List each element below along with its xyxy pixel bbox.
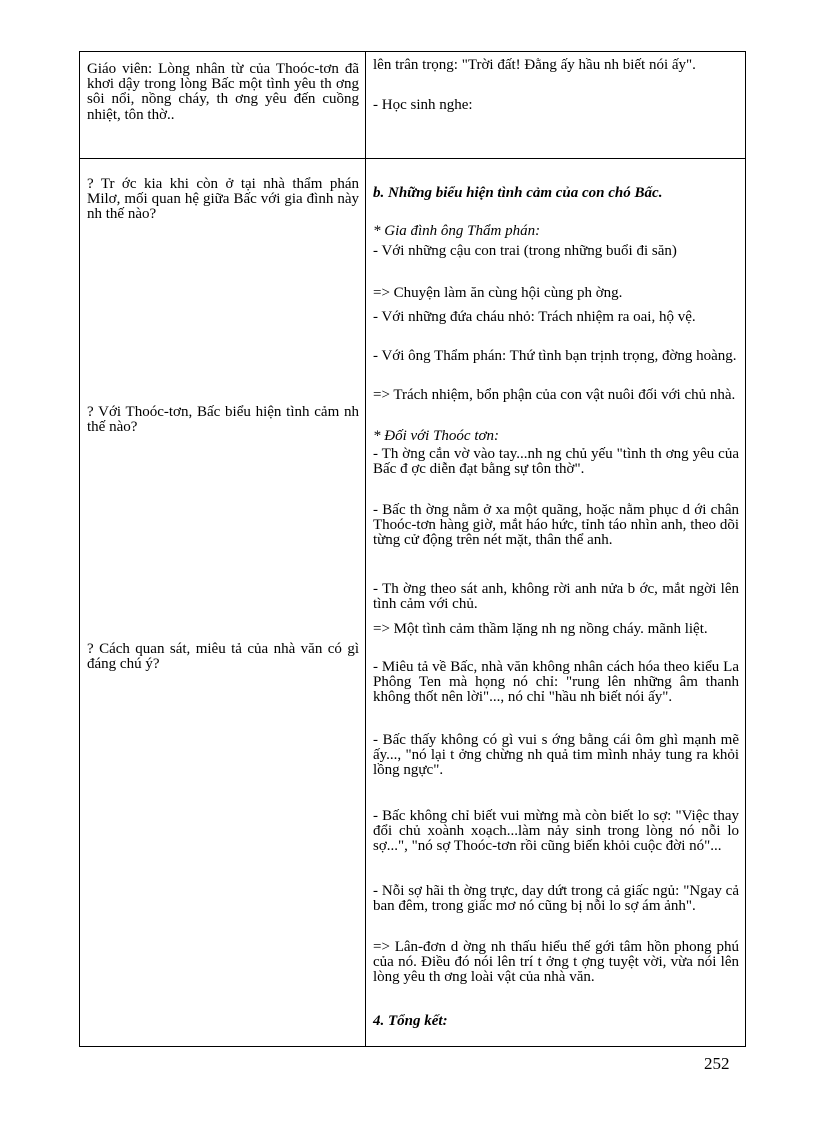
student-column (366, 52, 745, 1046)
teacher-column (80, 52, 366, 1046)
page-number: 252 (704, 1054, 730, 1073)
text-block: - Bấc th ờng nằm ở xa một quãng, hoặc nằm phục d ới chân Thoóc-tơn hàng giờ, mắt háo hức, tỉnh táo nhìn anh, theo dõi từng cử động trên nét mặt, thân thể anh. (373, 502, 739, 549)
text-block: - Th ờng cắn vờ vào tay...nh ng chủ yếu "tình th ơng yêu của Bấc đ ợc diễn đạt bằng sự tôn thờ". (373, 446, 739, 478)
question-milo-family: ? Tr ớc kia khi còn ở tại nhà thẩm phán Milơ, mối quan hệ giữa Bấc với gia đình này nh thế nào? (87, 176, 359, 223)
question-thornton: ? Với Thoóc-tơn, Bấc biểu hiện tình cảm nh thế nào? (87, 404, 359, 436)
section-heading-b: b. Những biểu hiện tình cảm của con chó Bấc. (373, 185, 663, 201)
subheading-judge-family: * Gia đình ông Thẩm phán: (373, 223, 541, 239)
text-block: - Học sinh nghe: (373, 97, 473, 113)
text-block: - Nỗi sợ hãi th ờng trực, day dứt trong cả giấc ngủ: "Ngay cả ban đêm, trong giấc mơ nó cũng bị nỗi lo sợ ám ảnh". (373, 883, 739, 915)
text-block: => Một tình cảm thầm lặng nh ng nồng cháy. mãnh liệt. (373, 621, 708, 637)
text-block: => Trách nhiệm, bổn phận của con vật nuôi đối với chủ nhà. (373, 387, 736, 403)
section-heading-summary: 4. Tổng kết: (373, 1013, 448, 1029)
text-block: => Chuyện làm ăn cùng hội cùng ph ờng. (373, 285, 623, 301)
text-block: - Th ờng theo sát anh, không rời anh nửa b ớc, mắt ngời lên tình cảm với chủ. (373, 581, 739, 613)
subheading-thornton: * Đối với Thoóc tơn: (373, 428, 499, 444)
row-divider (366, 158, 745, 159)
text-block: => Lân-đơn d ờng nh thấu hiểu thế gới tâm hồn phong phú của nó. Điều đó nói lên trí t ởng t ợng tuyệt vời, vừa nói lên lòng yêu th ơng loài vật của nhà văn. (373, 939, 739, 986)
question-observation: ? Cách quan sát, miêu tả của nhà văn có gì đáng chú ý? (87, 641, 359, 673)
text-block: - Bấc thấy không có gì vui s ớng bằng cái ôm ghì mạnh mẽ ấy..., "nó lại t ởng chừng nh quả tim mình nhảy tung ra khỏi lồng ngực". (373, 732, 739, 779)
text-block: - Với ông Thẩm phán: Thứ tình bạn trịnh trọng, đờng hoàng. (373, 348, 737, 364)
text-block: - Với những đứa cháu nhỏ: Trách nhiệm ra oai, hộ vệ. (373, 309, 696, 325)
text-block: - Bấc không chỉ biết vui mừng mà còn biết lo sợ: "Việc thay đổi chủ xoành xoạch...làm nảy sinh trong lòng nó nỗi lo sợ...", "nó sợ Thoóc-tơn rồi cũng biến khỏi cuộc đời nó"... (373, 808, 739, 855)
text-block: lên trân trọng: "Trời đất! Đằng ấy hầu nh biết nói ấy". (373, 57, 696, 73)
teacher-note: Giáo viên: Lòng nhân từ của Thoóc-tơn đã khơi dậy trong lòng Bấc một tình yêu th ơng sôi nổi, nồng cháy, th ơng yêu đến cuồng nhiệt, tôn thờ.. (87, 61, 359, 123)
lesson-table (79, 51, 746, 1047)
text-block: - Với những cậu con trai (trong những buổi đi săn) (373, 243, 677, 259)
row-divider (80, 158, 365, 159)
text-block: - Miêu tả về Bấc, nhà văn không nhân cách hóa theo kiểu La Phông Ten mà họng nó chỉ: "rung lên những âm thanh không thốt nên lời"..., nó chỉ "hầu nh biết nói ấy". (373, 659, 739, 706)
